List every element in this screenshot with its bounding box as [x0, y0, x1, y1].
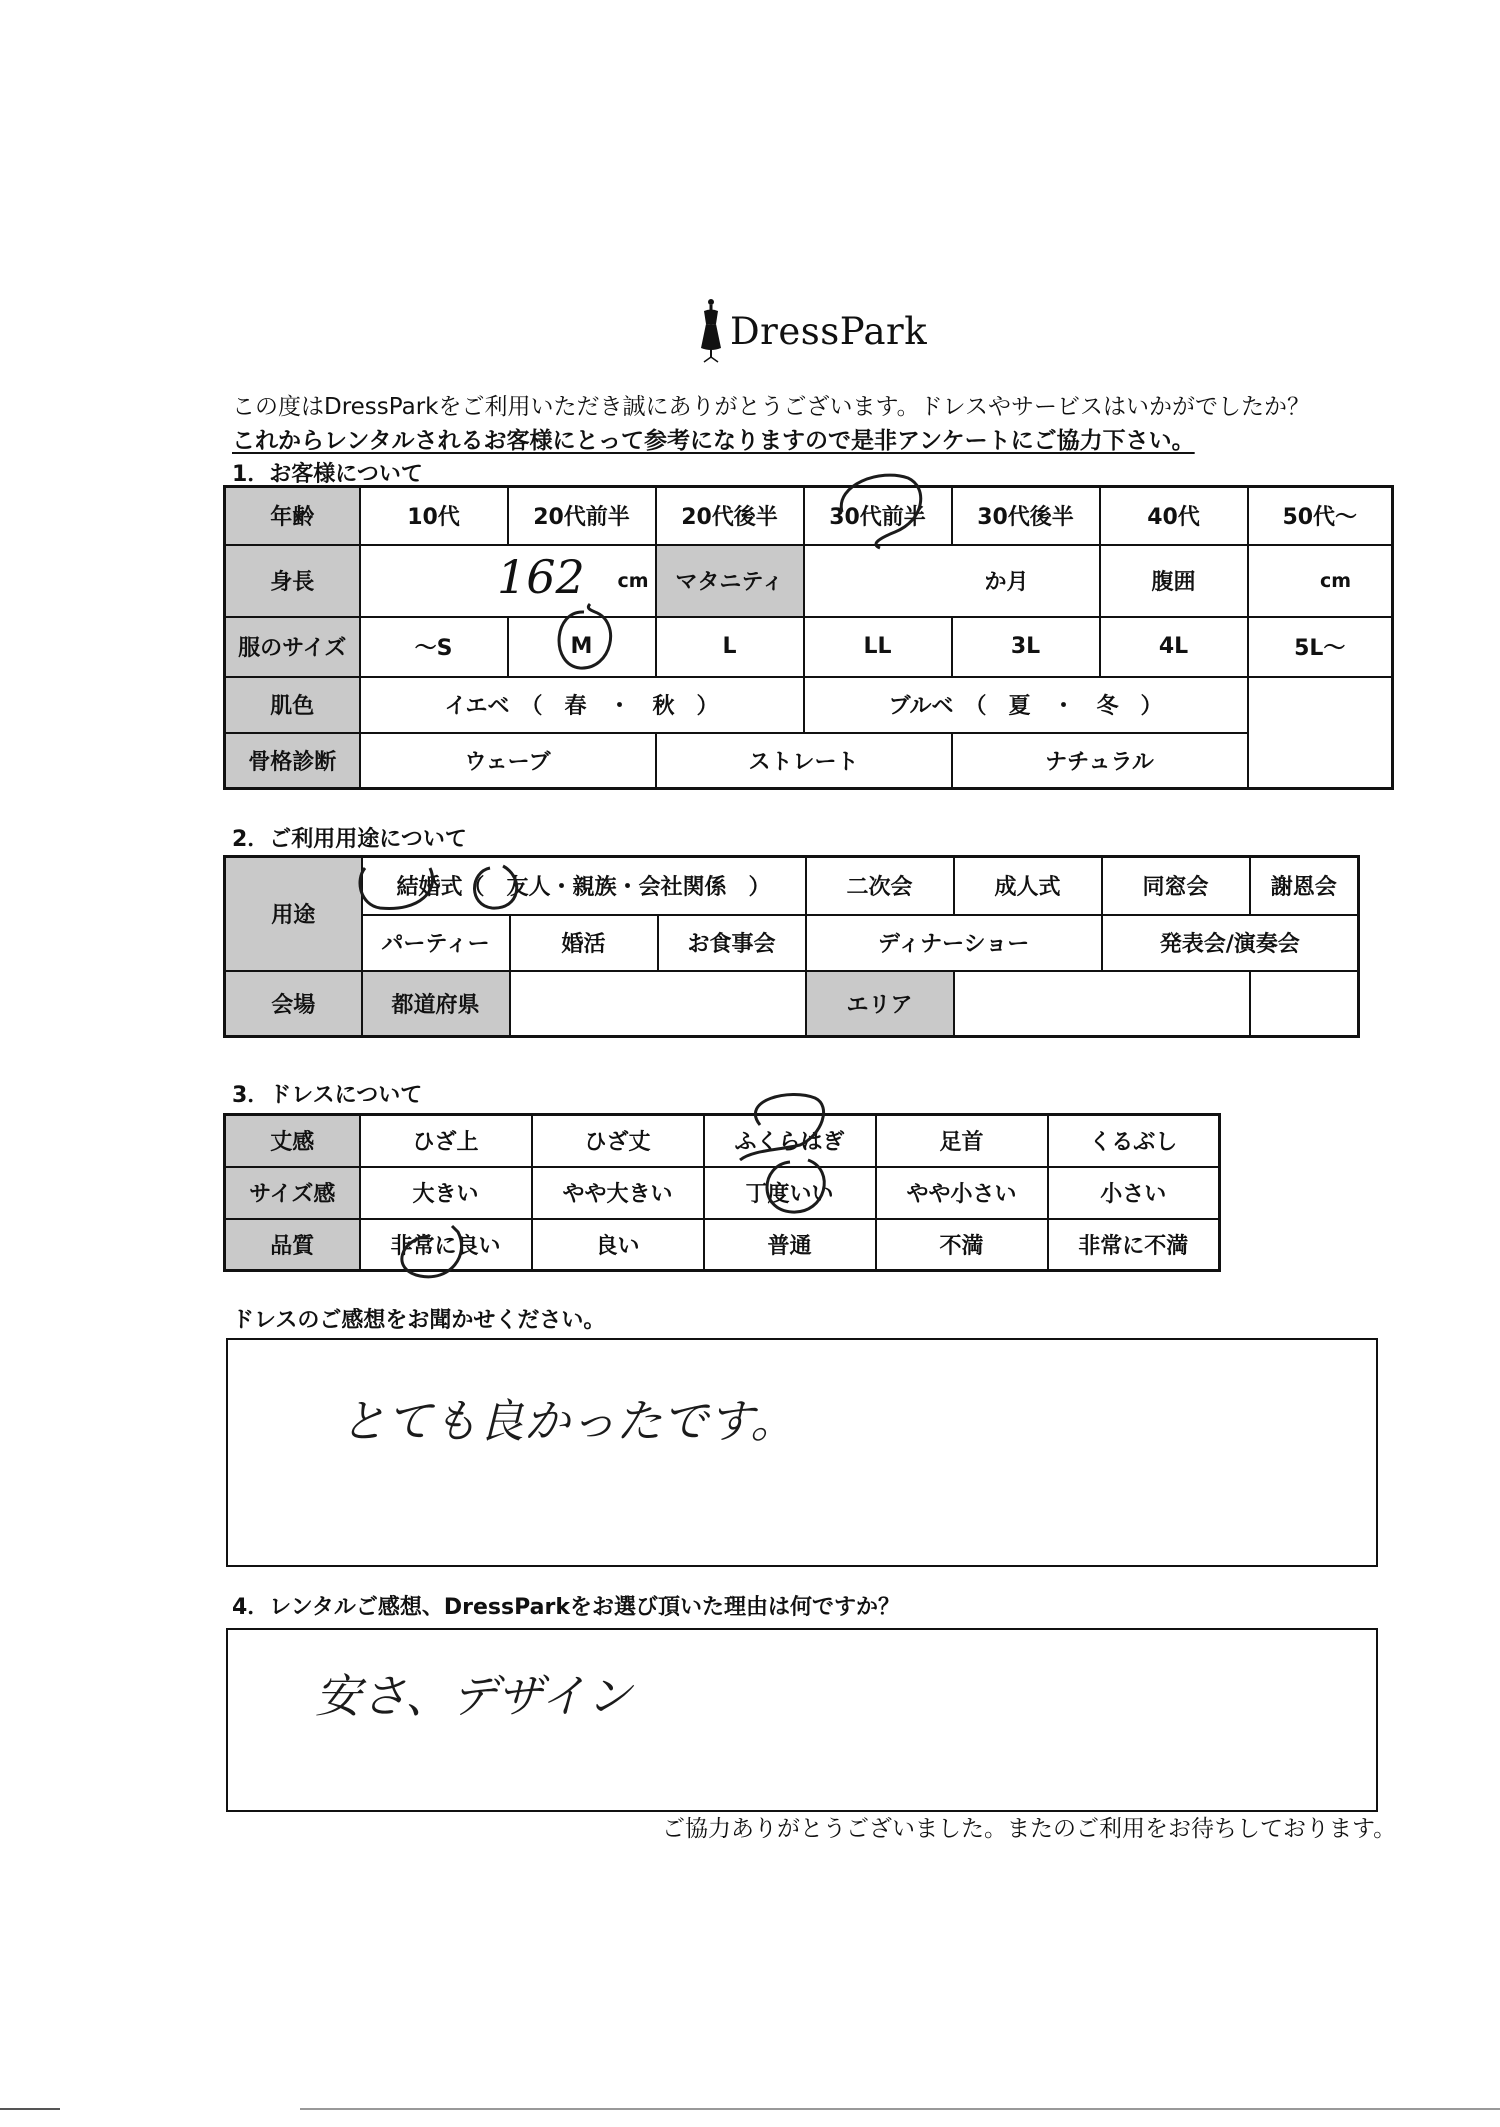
fit-option[interactable]: やや大きい: [532, 1167, 704, 1219]
size-option[interactable]: 3L: [952, 617, 1100, 677]
length-option[interactable]: ふくらはぎ: [704, 1115, 876, 1167]
size-option[interactable]: 4L: [1100, 617, 1248, 677]
age-option[interactable]: 40代: [1100, 487, 1248, 545]
logo-text: DressPark: [730, 310, 928, 353]
section-2-title: 2．ご利用用途について: [232, 827, 467, 852]
prefecture-field[interactable]: [510, 971, 806, 1037]
size-label: 服のサイズ: [225, 617, 360, 677]
frame-option[interactable]: ナチュラル: [952, 733, 1248, 789]
usage-option[interactable]: お食事会: [658, 915, 806, 971]
quality-option[interactable]: 不満: [876, 1219, 1048, 1271]
customer-info-table: [223, 485, 1394, 790]
age-option[interactable]: 20代後半: [656, 487, 804, 545]
fit-label: サイズ感: [225, 1167, 360, 1219]
skin-blue-base-option[interactable]: ブルベ （ 夏 ・ 冬 ）: [804, 677, 1248, 733]
size-option[interactable]: M: [508, 617, 656, 677]
length-option[interactable]: ひざ上: [360, 1115, 532, 1167]
waist-unit: cm: [1319, 569, 1351, 592]
dress-comment-answer: とても良かったです。: [340, 1394, 797, 1448]
maternity-months-field[interactable]: [804, 545, 1100, 617]
length-option[interactable]: ひざ丈: [532, 1115, 704, 1167]
quality-option[interactable]: 非常に良い: [360, 1219, 532, 1271]
prefecture-label: 都道府県: [362, 971, 510, 1037]
length-label: 丈感: [225, 1115, 360, 1167]
waist-label: 腹囲: [1100, 545, 1248, 617]
skin-yellow-base-option[interactable]: イエベ （ 春 ・ 秋 ）: [360, 677, 804, 733]
dresspark-logo: [700, 292, 927, 370]
section-3-title: 3．ドレスについて: [232, 1083, 423, 1108]
height-label: 身長: [225, 545, 360, 617]
quality-option[interactable]: 良い: [532, 1219, 704, 1271]
usage-label: 用途: [225, 857, 362, 971]
months-unit: か月: [984, 570, 1029, 595]
size-option[interactable]: 5L～: [1248, 617, 1393, 677]
frame-label: 骨格診断: [225, 733, 360, 789]
venue-label: 会場: [225, 971, 362, 1037]
usage-option[interactable]: 婚活: [510, 915, 658, 971]
intro-line-2: これからレンタルされるお客様にとって参考になりますので是非アンケートにご協力下さい。: [232, 428, 1195, 454]
height-unit: cm: [617, 569, 649, 592]
size-option[interactable]: LL: [804, 617, 952, 677]
usage-option[interactable]: 成人式: [954, 857, 1102, 915]
skin-label: 肌色: [225, 677, 360, 733]
closing-message: ご協力ありがとうございました。またのご利用をお待ちしております。: [662, 1816, 1397, 1842]
usage-option[interactable]: 謝恩会: [1250, 857, 1359, 915]
size-option[interactable]: L: [656, 617, 804, 677]
quality-label: 品質: [225, 1219, 360, 1271]
quality-option[interactable]: 非常に不満: [1048, 1219, 1220, 1271]
frame-option[interactable]: ストレート: [656, 733, 952, 789]
quality-option[interactable]: 普通: [704, 1219, 876, 1271]
size-option[interactable]: ～S: [360, 617, 508, 677]
height-handwritten: 162: [497, 550, 585, 604]
waist-field[interactable]: [1248, 545, 1393, 617]
fit-option[interactable]: 丁度いい: [704, 1167, 876, 1219]
usage-option[interactable]: 二次会: [806, 857, 954, 915]
intro-line-1: この度はDressParkをご利用いただき誠にありがとうございます。ドレスやサービスはいかがでしたか？: [232, 394, 1310, 420]
usage-option[interactable]: ディナーショー: [806, 915, 1102, 971]
frame-option[interactable]: ウェーブ: [360, 733, 656, 789]
age-option[interactable]: 30代前半: [804, 487, 952, 545]
scan-edge-rule: [300, 2108, 1500, 2110]
usage-table: [223, 855, 1360, 1038]
scan-edge-rule: [0, 2108, 60, 2110]
maternity-label: マタニティ: [656, 545, 804, 617]
length-option[interactable]: くるぶし: [1048, 1115, 1220, 1167]
wedding-option[interactable]: 結婚式（ 友人・親族・会社関係 ）: [362, 857, 806, 915]
area-field[interactable]: [954, 971, 1250, 1037]
reason-answer: 安さ、デザイン: [315, 1669, 632, 1723]
fit-option[interactable]: やや小さい: [876, 1167, 1048, 1219]
dress-comment-prompt: ドレスのご感想をお聞かせください。: [232, 1308, 606, 1333]
section-1-title: 1．お客様について: [232, 462, 423, 487]
dress-table: [223, 1113, 1221, 1272]
age-option[interactable]: 10代: [360, 487, 508, 545]
age-option[interactable]: 50代～: [1248, 487, 1393, 545]
age-option[interactable]: 30代後半: [952, 487, 1100, 545]
section-4-title: 4．レンタルご感想、DressParkをお選び頂いた理由は何ですか？: [232, 1595, 900, 1620]
usage-option[interactable]: パーティー: [362, 915, 510, 971]
usage-option[interactable]: 同窓会: [1102, 857, 1250, 915]
age-label: 年齢: [225, 487, 360, 545]
fit-option[interactable]: 小さい: [1048, 1167, 1220, 1219]
area-label: エリア: [806, 971, 954, 1037]
dress-comment-box[interactable]: [226, 1338, 1378, 1567]
length-option[interactable]: 足首: [876, 1115, 1048, 1167]
fit-option[interactable]: 大きい: [360, 1167, 532, 1219]
age-option[interactable]: 20代前半: [508, 487, 656, 545]
dress-form-icon: [700, 298, 722, 364]
usage-option[interactable]: 発表会/演奏会: [1102, 915, 1359, 971]
